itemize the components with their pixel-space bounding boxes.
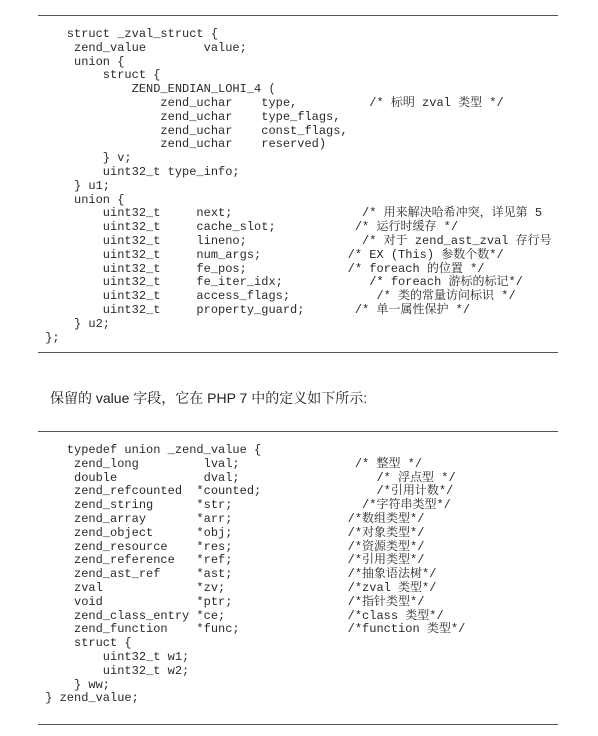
code-line: uint32_t next; /* 用来解决哈希冲突，详见第 5 xyxy=(38,206,543,221)
code-line: zend_value value; xyxy=(38,40,247,55)
code-line: uint32_t fe_iter_idx; /* foreach 游标的标记*/ xyxy=(38,275,523,290)
code-line: struct { xyxy=(38,68,161,83)
code-line: uint32_t access_flags; /* 类的常量访问标识 */ xyxy=(38,289,516,304)
code-line: zend_ast_ref *ast; /*抽象语法树*/ xyxy=(38,567,437,582)
code-line: zend_function *func; /*function 类型*/ xyxy=(38,622,466,637)
code-line: zend_uchar const_flags, xyxy=(38,123,348,138)
bottom-rule xyxy=(38,724,558,725)
code-line: zend_uchar type_flags, xyxy=(38,109,341,124)
code-line: uint32_t fe_pos; /* foreach 的位置 */ xyxy=(38,261,485,276)
code-block-zval-struct xyxy=(38,28,552,345)
code-line: }; xyxy=(38,330,60,345)
top-rule xyxy=(38,15,558,16)
code-line: double dval; /* 浮点型 */ xyxy=(38,470,456,485)
code-line: ZEND_ENDIAN_LOHI_4 ( xyxy=(38,82,276,97)
code-line: uint32_t num_args; /* EX (This) 参数个数*/ xyxy=(38,247,504,262)
paragraph-value-field: 保留的 value 字段，它在 PHP 7 中的定义如下所示: xyxy=(50,390,368,406)
code-line: zend_string *str; /*字符串类型*/ xyxy=(38,498,451,513)
code-line: struct _zval_struct { xyxy=(38,27,219,41)
code-line: typedef union _zend_value { xyxy=(38,443,262,457)
code-line: zend_class_entry *ce; /*class 类型*/ xyxy=(38,608,444,623)
code-block-zend-value xyxy=(38,444,465,706)
code-line: zend_refcounted *counted; /*引用计数*/ xyxy=(38,484,454,499)
code-line: void *ptr; /*指针类型*/ xyxy=(38,594,425,609)
code-line: } v; xyxy=(38,151,132,166)
code-line: zend_long lval; /* 整型 */ xyxy=(38,456,423,471)
code-line: zval *zv; /*zval 类型*/ xyxy=(38,580,437,595)
code-line: } u2; xyxy=(38,316,111,331)
code-line: uint32_t type_info; xyxy=(38,164,240,179)
code-line: uint32_t w2; xyxy=(38,663,190,678)
code-line: } ww; xyxy=(38,677,111,692)
code-line: zend_array *arr; /*数组类型*/ xyxy=(38,511,425,526)
code-line: uint32_t property_guard; /* 单一属性保护 */ xyxy=(38,302,471,317)
code-line: union { xyxy=(38,54,125,69)
code-line: zend_reference *ref; /*引用类型*/ xyxy=(38,553,425,568)
code-block-2-top-rule xyxy=(38,431,558,432)
code-line: } zend_value; xyxy=(38,691,139,706)
code-line: zend_uchar type, /* 标明 zval 类型 */ xyxy=(38,95,504,110)
code-line: uint32_t w1; xyxy=(38,649,190,664)
code-line: struct { xyxy=(38,636,132,651)
code-line: union { xyxy=(38,192,125,207)
code-line: zend_resource *res; /*资源类型*/ xyxy=(38,539,425,554)
code-line: uint32_t cache_slot; /* 运行时缓存 */ xyxy=(38,220,459,235)
code-line: uint32_t lineno; /* 对于 zend_ast_zval 存行号 xyxy=(38,233,552,248)
code-line: } u1; xyxy=(38,178,111,193)
code-line: zend_object *obj; /*对象类型*/ xyxy=(38,525,425,540)
code-line: zend_uchar reserved) xyxy=(38,137,327,152)
code-block-1-bottom-rule xyxy=(38,352,558,353)
